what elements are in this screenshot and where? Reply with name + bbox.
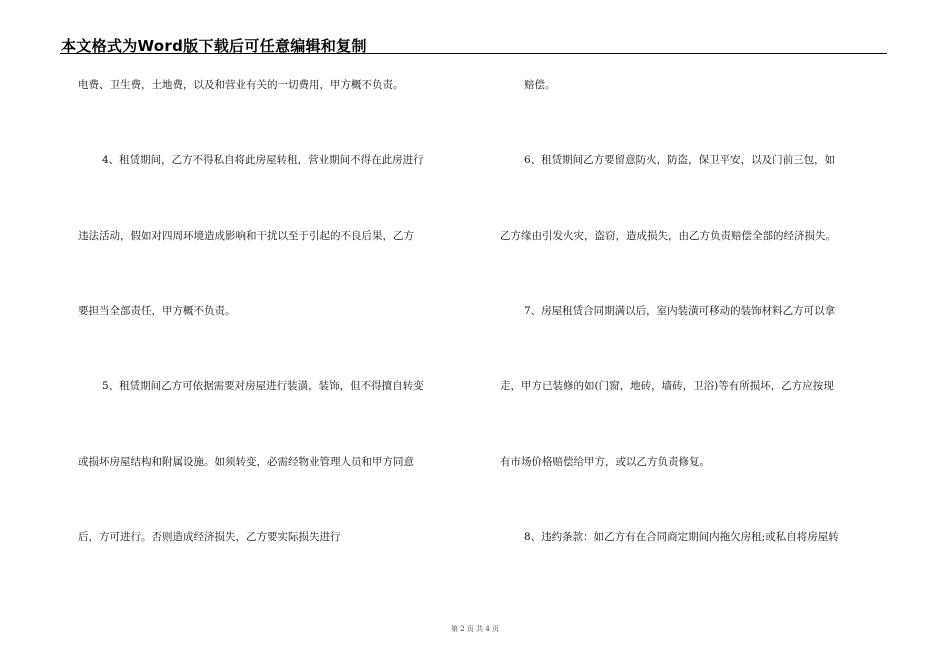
text-line: 要担当全部责任，甲方概不负责。 <box>78 305 236 317</box>
text-line: 有市场价格赔偿给甲方，或以乙方负责修复。 <box>500 456 710 468</box>
text-line: 违法活动，假如对四周环境造成影响和干扰以至于引起的不良后果，乙方 <box>78 230 414 242</box>
text-line: 7、房屋租赁合同期满以后，室内装潢可移动的装饰材料乙方可以拿 <box>524 305 836 317</box>
text-line: 6、租赁期间乙方要留意防火，防盗，保卫平安，以及门前三包，如 <box>524 154 836 166</box>
text-line: 后，方可进行。否则造成经济损失，乙方要实际损失进行 <box>78 531 341 543</box>
header-divider <box>60 53 887 54</box>
text-line: 走，甲方已装修的如(门窗，地砖，墙砖，卫浴)等有所损坏，乙方应按现 <box>500 380 834 392</box>
text-line: 乙方缘由引发火灾，盗窃，造成损失，由乙方负责赔偿全部的经济损失。 <box>500 230 836 242</box>
text-line: 4、租赁期间，乙方不得私自将此房屋转租，营业期间不得在此房进行 <box>102 154 424 166</box>
document-header-title: 本文格式为Word版下载后可任意编辑和复制 <box>61 37 367 55</box>
text-line: 或损坏房屋结构和附属设施。如须转变，必需经物业管理人员和甲方同意 <box>78 456 414 468</box>
text-line: 5、租赁期间乙方可依据需要对房屋进行装潢，装饰，但不得擅自转变 <box>102 380 424 392</box>
page-number: 第 2 页 共 4 页 <box>450 625 500 633</box>
text-line: 赔偿。 <box>524 79 556 91</box>
text-line: 电费、卫生费，土地费，以及和营业有关的一切费用，甲方概不负责。 <box>78 79 404 91</box>
text-line: 8、违约条款：如乙方有在合同商定期间内拖欠房租;或私自将房屋转 <box>524 531 839 543</box>
